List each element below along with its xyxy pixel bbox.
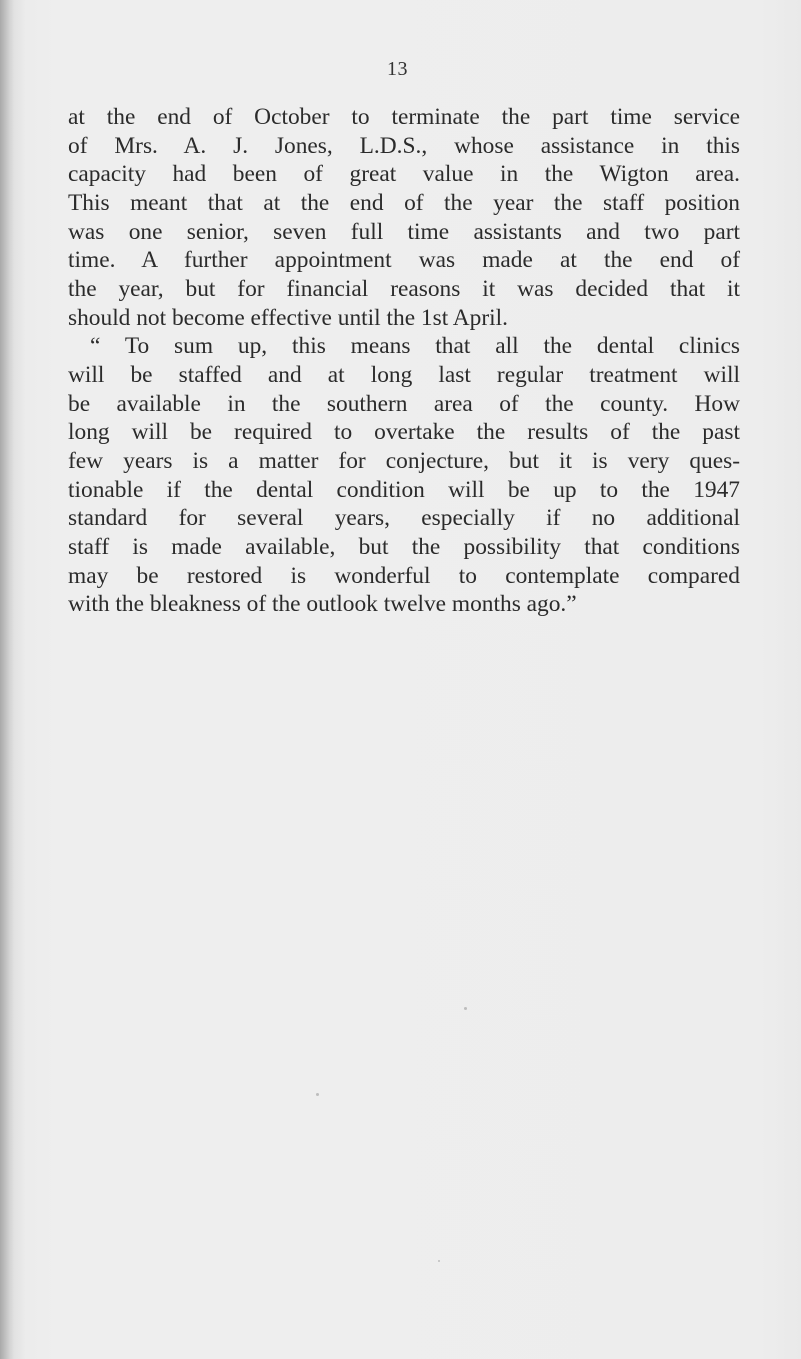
text-line: tionable if the dental condition will be up to the 1947 bbox=[68, 476, 740, 503]
dust-speck bbox=[316, 1093, 319, 1096]
text-line: long will be required to overtake the results of the past bbox=[68, 419, 740, 446]
text-line: should not become effective until the 1st April. bbox=[68, 304, 509, 331]
text-line: will be staffed and at long last regular treatment will bbox=[68, 361, 740, 388]
text-line: staff is made available, but the possibility that conditions bbox=[68, 533, 740, 560]
text-line: the year, but for financial reasons it was decided that it bbox=[68, 275, 740, 302]
text-line: with the bleakness of the outlook twelve months ago.” bbox=[68, 591, 577, 618]
dust-speck bbox=[464, 1007, 467, 1010]
body-text bbox=[68, 103, 740, 619]
text-line: was one senior, seven full time assistants and two part bbox=[68, 218, 740, 245]
text-line: of Mrs. A. J. Jones, L.D.S., whose assistance in this bbox=[68, 132, 740, 159]
text-line: standard for several years, especially if no additional bbox=[68, 505, 740, 532]
paragraph-1 bbox=[68, 103, 740, 332]
binding-shadow bbox=[0, 0, 14, 1359]
paragraph-2 bbox=[68, 332, 740, 619]
text-line: be available in the southern area of the county. How bbox=[68, 390, 740, 417]
text-line: capacity had been of great value in the Wigton area. bbox=[68, 161, 740, 188]
page-number: 13 bbox=[387, 58, 408, 80]
text-line: few years is a matter for conjecture, but it is very ques- bbox=[68, 447, 740, 474]
text-line: time. A further appointment was made at the end of bbox=[68, 247, 740, 274]
text-line: This meant that at the end of the year the staff position bbox=[68, 189, 740, 216]
text-line: “ To sum up, this means that all the dental clinics bbox=[90, 333, 740, 360]
text-line: may be restored is wonderful to contemplate compared bbox=[68, 562, 740, 589]
text-line: at the end of October to terminate the part time service bbox=[68, 104, 740, 130]
dust-speck bbox=[438, 1260, 440, 1262]
